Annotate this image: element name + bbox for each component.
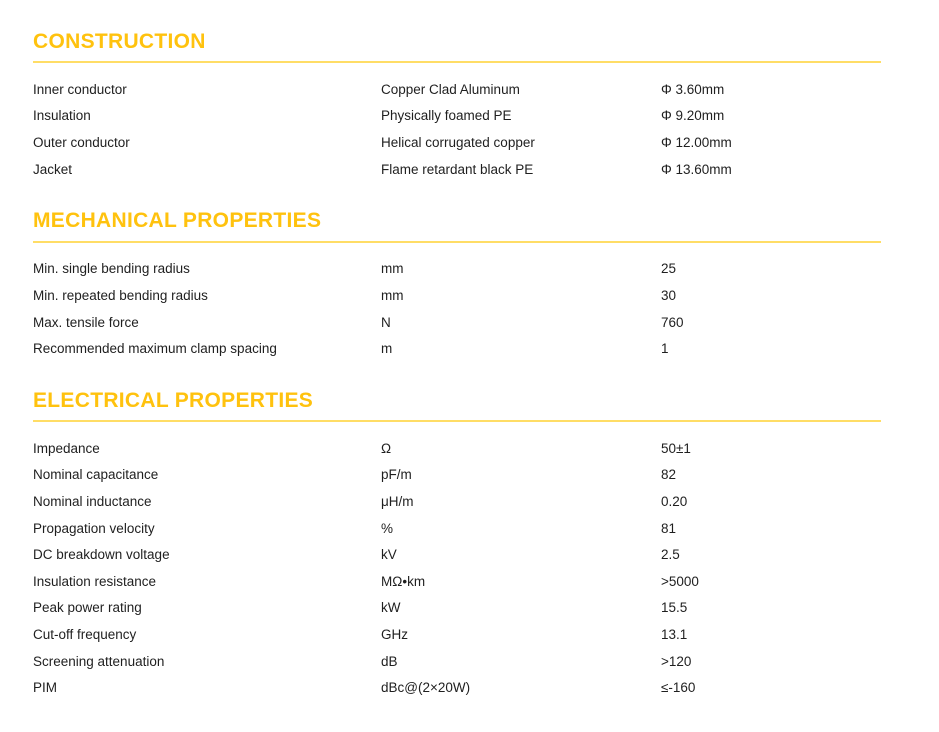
row-value: 82 — [661, 467, 677, 483]
row-label: DC breakdown voltage — [33, 547, 170, 563]
row-value: 15.5 — [661, 600, 688, 616]
row-detail: MΩ•km — [381, 573, 426, 589]
table-row — [33, 335, 881, 362]
section-title: CONSTRUCTION — [33, 30, 881, 63]
row-label: Inner conductor — [33, 81, 127, 97]
spec-section — [33, 389, 881, 701]
row-label: Insulation — [33, 108, 91, 124]
row-detail: pF/m — [381, 467, 412, 483]
row-value: 1 — [661, 341, 669, 357]
row-label: Min. single bending radius — [33, 261, 190, 277]
table-row — [33, 648, 881, 675]
row-label: Insulation resistance — [33, 573, 157, 589]
row-detail: Helical corrugated copper — [381, 135, 535, 151]
row-value: Φ 9.20mm — [661, 108, 725, 124]
section-rows — [33, 256, 881, 362]
row-detail: N — [381, 314, 391, 330]
row-detail: GHz — [381, 626, 408, 642]
spec-section — [33, 30, 881, 182]
row-label: Nominal inductance — [33, 494, 152, 510]
row-label: Recommended maximum clamp spacing — [33, 341, 277, 357]
section-rows — [33, 76, 881, 182]
table-row — [33, 435, 881, 462]
section-title: ELECTRICAL PROPERTIES — [33, 389, 881, 422]
table-row — [33, 515, 881, 542]
row-label: Max. tensile force — [33, 314, 139, 330]
row-detail: kV — [381, 547, 397, 563]
row-detail: dB — [381, 653, 398, 669]
row-value: >5000 — [661, 573, 699, 589]
table-row — [33, 76, 881, 103]
row-label: PIM — [33, 680, 58, 696]
row-detail: mm — [381, 261, 404, 277]
row-value: Φ 3.60mm — [661, 81, 725, 97]
row-value: 50±1 — [661, 440, 691, 456]
table-row — [33, 541, 881, 568]
row-value: ≤-160 — [661, 680, 696, 696]
row-label: Impedance — [33, 440, 100, 456]
spec-section — [33, 209, 881, 361]
row-value: 30 — [661, 287, 677, 303]
row-detail: mm — [381, 287, 404, 303]
row-value: 2.5 — [661, 547, 680, 563]
row-label: Screening attenuation — [33, 653, 165, 669]
row-value: >120 — [661, 653, 692, 669]
table-row — [33, 129, 881, 156]
section-title: MECHANICAL PROPERTIES — [33, 209, 881, 242]
row-label: Nominal capacitance — [33, 467, 159, 483]
table-row — [33, 309, 881, 336]
table-row — [33, 568, 881, 595]
table-row — [33, 282, 881, 309]
row-detail: Physically foamed PE — [381, 108, 512, 124]
row-value: 760 — [661, 314, 684, 330]
row-value: 81 — [661, 520, 677, 536]
table-row — [33, 621, 881, 648]
row-detail: Copper Clad Aluminum — [381, 81, 520, 97]
table-row — [33, 256, 881, 283]
row-label: Jacket — [33, 161, 73, 177]
row-label: Propagation velocity — [33, 520, 155, 536]
table-row — [33, 595, 881, 622]
row-detail: dBc@(2×20W) — [381, 680, 471, 696]
row-detail: μH/m — [381, 494, 414, 510]
row-value: 0.20 — [661, 494, 688, 510]
row-value: 25 — [661, 261, 677, 277]
row-detail: kW — [381, 600, 401, 616]
row-label: Peak power rating — [33, 600, 142, 616]
table-row — [33, 156, 881, 183]
section-rows — [33, 435, 881, 701]
datasheet — [33, 30, 881, 728]
row-detail: Flame retardant black PE — [381, 161, 534, 177]
row-detail: m — [381, 341, 393, 357]
row-value: Φ 12.00mm — [661, 135, 732, 151]
row-value: Φ 13.60mm — [661, 161, 732, 177]
row-label: Cut-off frequency — [33, 626, 137, 642]
row-value: 13.1 — [661, 626, 688, 642]
row-detail: % — [381, 520, 394, 536]
table-row — [33, 462, 881, 489]
row-detail: Ω — [381, 440, 392, 456]
table-row — [33, 103, 881, 130]
row-label: Min. repeated bending radius — [33, 287, 208, 303]
table-row — [33, 674, 881, 701]
table-row — [33, 488, 881, 515]
row-label: Outer conductor — [33, 135, 130, 151]
